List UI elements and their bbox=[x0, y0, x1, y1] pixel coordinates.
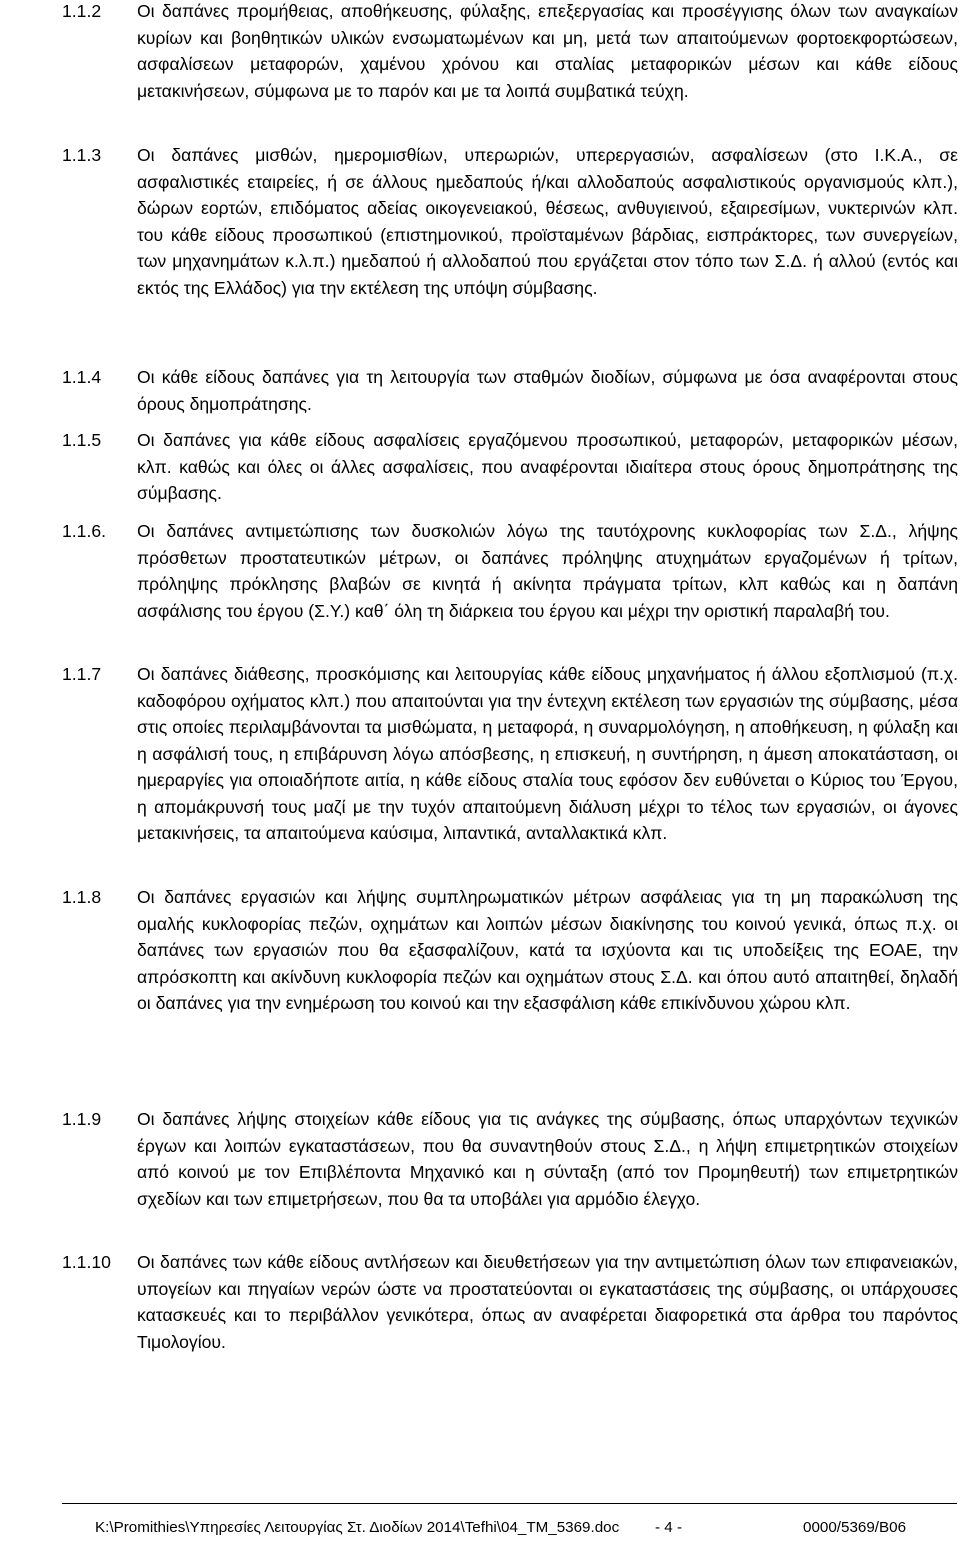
section-text: Οι δαπάνες προμήθειας, αποθήκευσης, φύλαξης, επεξεργασίας και προσέγγισης όλων των αναγκαίων κυρίων και βοηθητικών υλικών ενσωματωμένων και μη, μετά των απαιτούμενων φορτοεκφορτώσεων, ασφαλίσεων μεταφορών, χαμένου χρόνου και σταλίας μεταφορικών μέσων και κάθε είδους μετακινήσεων, σύμφωνα με το παρόν και με τα λοιπά συμβατικά τεύχη. bbox=[137, 1, 958, 101]
footer-page-number: - 4 - bbox=[655, 1519, 683, 1536]
section-number: 1.1.6. bbox=[62, 521, 107, 541]
footer-document-code: 0000/5369/B06 bbox=[803, 1519, 907, 1536]
section-text: Οι δαπάνες εργασιών και λήψης συμπληρωματικών μέτρων ασφάλειας για τη μη παρακώλυση της ομαλής κυκλοφορίας πεζών, οχημάτων και λοιπών μέσων διακίνησης του κοινού γενικά, όπως π.χ. οι δαπάνες των εργασιών που θα εξασφαλίζουν, κατά τα ισχύοντα και τις υποδείξεις της ΕΟΑΕ, την απρόσκοπτη και ακίνδυνη κυκλοφορία πεζών και οχημάτων στους Σ.Δ. και όπου αυτό απαιτηθεί, δηλαδή οι δαπάνες για την ενημέρωση του κοινού και την εξασφάλιση κάθε επικίνδυνου χώρου κλπ. bbox=[137, 887, 958, 1013]
section-text: Οι δαπάνες διάθεσης, προσκόμισης και λειτουργίας κάθε είδους μηχανήματος ή άλλου εξοπλισμού (π.χ. καδοφόρου οχήματος κλπ.) που απαιτούνται για την έντεχνη εκτέλεση των εργασιών της σύμβασης, μέσα στις οποίες περιλαμβάνονται τα μισθώματα, η μεταφορά, η συναρμολόγηση, η αποθήκευση, η φύλαξη και η ασφάλισή τους, η επιβάρυνση λόγω απόσβεσης, η επισκευή, η συντήρηση, η άμεση αποκατάσταση, οι ημεραργίες για οποιαδήποτε αιτία, η κάθε είδους σταλία τους εφόσον δεν ευθύνεται ο Κύριος του Έργου, η απομάκρυνσή τους μαζί με την τυχόν απαιτούμενη διάλυση μέχρι το τέλος των εργασιών, οι άγονες μετακινήσεις, τα απαιτούμενα καύσιμα, λιπαντικά, ανταλλακτικά κλπ. bbox=[137, 664, 958, 843]
section-number: 1.1.10 bbox=[62, 1252, 111, 1272]
section-text: Οι δαπάνες αντιμετώπισης των δυσκολιών λόγω της ταυτόχρονης κυκλοφορίας των Σ.Δ., λήψης πρόσθετων προστατευτικών μέτρων, οι δαπάνες πρόληψης ατυχημάτων εργαζομένων ή τρίτων, πρόληψης πρόκλησης βλαβών σε κινητά ή ακίνητα πράγματα τρίτων, κλπ καθώς και η δαπάνη ασφάλισης του έργου (Σ.Υ.) καθ΄ όλη τη διάρκεια του έργου και μέχρι την οριστική παραλαβή του. bbox=[137, 521, 958, 621]
section-number: 1.1.4 bbox=[62, 367, 102, 387]
section-number: 1.1.8 bbox=[62, 887, 102, 907]
section-number: 1.1.5 bbox=[62, 430, 102, 450]
section-number: 1.1.7 bbox=[62, 664, 102, 684]
section-number: 1.1.2 bbox=[62, 1, 102, 21]
section-text: Οι δαπάνες μισθών, ημερομισθίων, υπερωριών, υπερεργασιών, ασφαλίσεων (στο Ι.Κ.Α., σε ασφαλιστικές εταιρείες, ή σε άλλους ημεδαπούς ή/και αλλοδαπούς ασφαλιστικούς οργανισμούς κλπ.), δώρων εορτών, επιδόματος αδείας οικογενειακού, θέσεως, ανθυγιεινού, εξαιρεσίμων, νυκτερινών κλπ. του κάθε είδους προσωπικού (επιστημονικού, προϊσταμένων βάρδιας, εισπράκτορες, των συνεργείων, των μηχανημάτων κ.λ.π.) ημεδαπού ή αλλοδαπού που εργάζεται στον τόπο των Σ.Δ. ή αλλού (εντός και εκτός της Ελλάδος) για την εκτέλεση της υπόψη σύμβασης. bbox=[137, 145, 958, 298]
section-number: 1.1.9 bbox=[62, 1109, 102, 1129]
section-number: 1.1.3 bbox=[62, 145, 102, 165]
footer-divider bbox=[62, 1503, 957, 1504]
section-text: Οι δαπάνες λήψης στοιχείων κάθε είδους για τις ανάγκες της σύμβασης, όπως υπαρχόντων τεχνικών έργων και λοιπών εγκαταστάσεων, που θα συναντηθούν στους Σ.Δ., η λήψη επιμετρητικών στοιχείων από κοινού με τον Επιβλέποντα Μηχανικό και η σύνταξη (από τον Προμηθευτή) των επιμετρητικών σχεδίων και των επιμετρήσεων, που θα τα υποβάλει για αρμόδιο έλεγχο. bbox=[137, 1109, 958, 1209]
section-text: Οι δαπάνες των κάθε είδους αντλήσεων και διευθετήσεων για την αντιμετώπιση όλων των επιφανειακών, υπογείων και πηγαίων νερών ώστε να προστατεύονται οι εγκαταστάσεις της σύμβασης, οι υπάρχουσες κατασκευές και το περιβάλλον γενικότερα, όπως αν αναφέρεται διαφορετικά στα άρθρα του παρόντος Τιμολογίου. bbox=[137, 1252, 958, 1352]
section-text: Οι δαπάνες για κάθε είδους ασφαλίσεις εργαζόμενου προσωπικού, μεταφορών, μεταφορικών μέσων, κλπ. καθώς και όλες οι άλλες ασφαλίσεις, που αναφέρονται ιδιαίτερα στους όρους δημοπράτησης της σύμβασης. bbox=[137, 430, 958, 503]
section-text: Οι κάθε είδους δαπάνες για τη λειτουργία των σταθμών διοδίων, σύμφωνα με όσα αναφέρονται στους όρους δημοπράτησης. bbox=[137, 367, 958, 414]
footer-file-path: K:\Promithies\Υπηρεσίες Λειτουργίας Στ. Διοδίων 2014\Tefhi\04_TM_5369.doc bbox=[95, 1519, 620, 1536]
